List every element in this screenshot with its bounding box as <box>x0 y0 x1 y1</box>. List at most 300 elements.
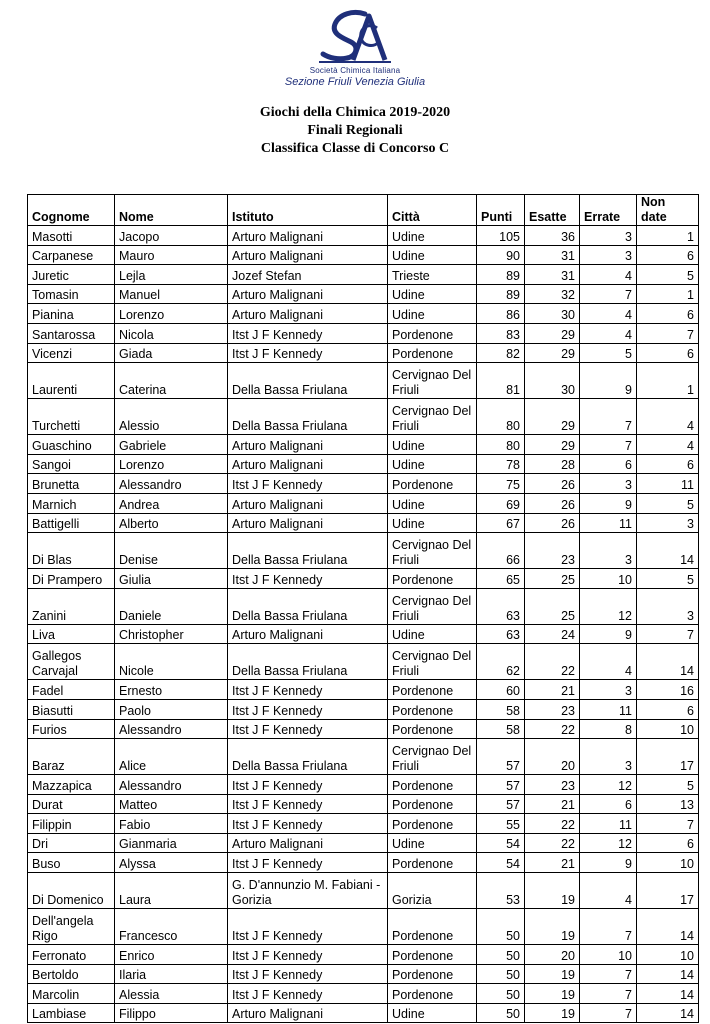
table-row <box>28 265 699 285</box>
document-titles <box>0 104 710 158</box>
cell-punti: 53 <box>477 873 525 909</box>
table-row <box>28 226 699 246</box>
cell-punti: 54 <box>477 853 525 873</box>
cell-non-date: 5 <box>637 493 699 513</box>
cell-nome: Enrico <box>115 945 228 965</box>
cell-non-date: 6 <box>637 343 699 363</box>
cell-errate: 9 <box>580 493 637 513</box>
cell-errate: 4 <box>580 873 637 909</box>
cell-esatte: 29 <box>525 435 580 455</box>
cell-cognome: Ferronato <box>28 945 115 965</box>
cell-cognome: Laurenti <box>28 363 115 399</box>
cell-cognome: Filippin <box>28 814 115 834</box>
cell-cognome: Carpanese <box>28 245 115 265</box>
cell-punti: 67 <box>477 513 525 533</box>
cell-istituto: Itst J F Kennedy <box>228 909 388 945</box>
cell-non-date: 16 <box>637 680 699 700</box>
cell-errate: 10 <box>580 945 637 965</box>
cell-istituto: Arturo Malignani <box>228 833 388 853</box>
cell-punti: 86 <box>477 304 525 324</box>
cell-errate: 6 <box>580 454 637 474</box>
cell-citta: Udine <box>388 284 477 304</box>
header-esatte: Esatte <box>525 195 580 226</box>
cell-cognome: Dri <box>28 833 115 853</box>
cell-non-date: 10 <box>637 945 699 965</box>
cell-errate: 7 <box>580 399 637 435</box>
cell-esatte: 23 <box>525 699 580 719</box>
cell-esatte: 20 <box>525 739 580 775</box>
header-citta: Città <box>388 195 477 226</box>
table-row <box>28 474 699 494</box>
cell-non-date: 10 <box>637 853 699 873</box>
cell-non-date: 6 <box>637 454 699 474</box>
header-punti: Punti <box>477 195 525 226</box>
cell-punti: 57 <box>477 775 525 795</box>
cell-esatte: 19 <box>525 909 580 945</box>
cell-cognome: Zanini <box>28 588 115 624</box>
cell-istituto: Itst J F Kennedy <box>228 853 388 873</box>
cell-errate: 9 <box>580 363 637 399</box>
cell-istituto: Arturo Malignani <box>228 435 388 455</box>
cell-punti: 90 <box>477 245 525 265</box>
cell-istituto: Arturo Malignani <box>228 226 388 246</box>
cell-cognome: Turchetti <box>28 399 115 435</box>
cell-punti: 63 <box>477 588 525 624</box>
cell-punti: 89 <box>477 284 525 304</box>
cell-nome: Gianmaria <box>115 833 228 853</box>
cell-citta: Pordenone <box>388 699 477 719</box>
table-row <box>28 399 699 435</box>
cell-errate: 8 <box>580 719 637 739</box>
cell-cognome: Biasutti <box>28 699 115 719</box>
cell-cognome: Marnich <box>28 493 115 513</box>
table-row <box>28 454 699 474</box>
cell-citta: Gorizia <box>388 873 477 909</box>
cell-nome: Alessandro <box>115 719 228 739</box>
cell-istituto: Itst J F Kennedy <box>228 945 388 965</box>
table-row <box>28 569 699 589</box>
cell-punti: 55 <box>477 814 525 834</box>
cell-punti: 57 <box>477 739 525 775</box>
cell-nome: Caterina <box>115 363 228 399</box>
title-line-3: Classifica Classe di Concorso C <box>260 141 450 156</box>
cell-nome: Alessandro <box>115 474 228 494</box>
cell-punti: 80 <box>477 399 525 435</box>
cell-citta: Pordenone <box>388 343 477 363</box>
cell-esatte: 30 <box>525 363 580 399</box>
cell-istituto: Arturo Malignani <box>228 513 388 533</box>
cell-citta: Cervignao Del Friuli <box>388 588 477 624</box>
cell-cognome: Mazzapica <box>28 775 115 795</box>
logo-org-name: Società Chimica Italiana <box>309 66 401 75</box>
cell-citta: Trieste <box>388 265 477 285</box>
cell-citta: Udine <box>388 435 477 455</box>
cell-citta: Udine <box>388 1003 477 1023</box>
cell-istituto: Itst J F Kennedy <box>228 794 388 814</box>
cell-citta: Udine <box>388 245 477 265</box>
cell-citta: Pordenone <box>388 909 477 945</box>
cell-non-date: 5 <box>637 265 699 285</box>
cell-istituto: Itst J F Kennedy <box>228 964 388 984</box>
cell-istituto: Arturo Malignani <box>228 624 388 644</box>
cell-esatte: 21 <box>525 794 580 814</box>
cell-istituto: Della Bassa Friulana <box>228 644 388 680</box>
cell-punti: 83 <box>477 323 525 343</box>
cell-non-date: 7 <box>637 323 699 343</box>
cell-istituto: Itst J F Kennedy <box>228 814 388 834</box>
cell-errate: 6 <box>580 794 637 814</box>
cell-citta: Pordenone <box>388 853 477 873</box>
cell-citta: Udine <box>388 493 477 513</box>
cell-punti: 58 <box>477 699 525 719</box>
cell-non-date: 17 <box>637 739 699 775</box>
table-row <box>28 323 699 343</box>
cell-non-date: 14 <box>637 533 699 569</box>
cell-cognome: Buso <box>28 853 115 873</box>
cell-errate: 11 <box>580 814 637 834</box>
cell-cognome: Marcolin <box>28 984 115 1004</box>
cell-errate: 7 <box>580 1003 637 1023</box>
cell-errate: 3 <box>580 739 637 775</box>
cell-nome: Fabio <box>115 814 228 834</box>
cell-errate: 3 <box>580 533 637 569</box>
cell-esatte: 21 <box>525 680 580 700</box>
cell-istituto: Della Bassa Friulana <box>228 399 388 435</box>
header-cognome: Cognome <box>28 195 115 226</box>
cell-citta: Udine <box>388 624 477 644</box>
cell-istituto: Arturo Malignani <box>228 245 388 265</box>
title-line-1: Giochi della Chimica 2019-2020 <box>259 105 451 120</box>
cell-punti: 62 <box>477 644 525 680</box>
cell-nome: Filippo <box>115 1003 228 1023</box>
header-nome: Nome <box>115 195 228 226</box>
cell-cognome: Santarossa <box>28 323 115 343</box>
cell-cognome: Dell'angela Rigo <box>28 909 115 945</box>
cell-esatte: 22 <box>525 644 580 680</box>
cell-non-date: 3 <box>637 588 699 624</box>
table-row <box>28 435 699 455</box>
cell-errate: 3 <box>580 245 637 265</box>
cell-punti: 50 <box>477 1003 525 1023</box>
cell-citta: Cervignao Del Friuli <box>388 739 477 775</box>
cell-cognome: Battigelli <box>28 513 115 533</box>
cell-esatte: 29 <box>525 399 580 435</box>
cell-cognome: Baraz <box>28 739 115 775</box>
cell-non-date: 5 <box>637 569 699 589</box>
cell-istituto: Itst J F Kennedy <box>228 474 388 494</box>
sci-logo <box>270 8 440 92</box>
cell-errate: 11 <box>580 699 637 719</box>
cell-cognome: Masotti <box>28 226 115 246</box>
cell-esatte: 25 <box>525 569 580 589</box>
cell-citta: Pordenone <box>388 680 477 700</box>
cell-nome: Alberto <box>115 513 228 533</box>
cell-non-date: 4 <box>637 399 699 435</box>
cell-citta: Udine <box>388 304 477 324</box>
cell-istituto: Itst J F Kennedy <box>228 719 388 739</box>
cell-citta: Pordenone <box>388 984 477 1004</box>
cell-cognome: Brunetta <box>28 474 115 494</box>
cell-istituto: Itst J F Kennedy <box>228 680 388 700</box>
cell-esatte: 19 <box>525 873 580 909</box>
cell-non-date: 10 <box>637 719 699 739</box>
cell-istituto: Della Bassa Friulana <box>228 739 388 775</box>
cell-non-date: 6 <box>637 304 699 324</box>
table-row <box>28 945 699 965</box>
cell-cognome: Durat <box>28 794 115 814</box>
cell-errate: 10 <box>580 569 637 589</box>
cell-nome: Alessio <box>115 399 228 435</box>
header-errate: Errate <box>580 195 637 226</box>
cell-punti: 60 <box>477 680 525 700</box>
cell-errate: 3 <box>580 680 637 700</box>
cell-nome: Alyssa <box>115 853 228 873</box>
cell-punti: 82 <box>477 343 525 363</box>
cell-citta: Pordenone <box>388 945 477 965</box>
cell-citta: Udine <box>388 454 477 474</box>
cell-citta: Pordenone <box>388 794 477 814</box>
cell-errate: 4 <box>580 265 637 285</box>
cell-nome: Gabriele <box>115 435 228 455</box>
cell-punti: 50 <box>477 945 525 965</box>
cell-cognome: Sangoi <box>28 454 115 474</box>
table-row <box>28 644 699 680</box>
cell-citta: Udine <box>388 226 477 246</box>
cell-errate: 4 <box>580 644 637 680</box>
cell-punti: 50 <box>477 964 525 984</box>
table-row <box>28 814 699 834</box>
cell-punti: 89 <box>477 265 525 285</box>
cell-nome: Jacopo <box>115 226 228 246</box>
table-row <box>28 794 699 814</box>
cell-punti: 57 <box>477 794 525 814</box>
cell-nome: Christopher <box>115 624 228 644</box>
table-row <box>28 964 699 984</box>
cell-citta: Pordenone <box>388 964 477 984</box>
cell-non-date: 6 <box>637 699 699 719</box>
cell-cognome: Tomasin <box>28 284 115 304</box>
cell-citta: Udine <box>388 833 477 853</box>
cell-esatte: 22 <box>525 833 580 853</box>
cell-istituto: Itst J F Kennedy <box>228 569 388 589</box>
table-row <box>28 680 699 700</box>
cell-non-date: 14 <box>637 964 699 984</box>
cell-citta: Udine <box>388 513 477 533</box>
table-row <box>28 909 699 945</box>
cell-non-date: 1 <box>637 363 699 399</box>
cell-punti: 50 <box>477 909 525 945</box>
cell-cognome: Pianina <box>28 304 115 324</box>
cell-citta: Cervignao Del Friuli <box>388 363 477 399</box>
cell-esatte: 36 <box>525 226 580 246</box>
title-line-2: Finali Regionali <box>307 123 403 138</box>
cell-esatte: 28 <box>525 454 580 474</box>
cell-punti: 65 <box>477 569 525 589</box>
cell-non-date: 7 <box>637 814 699 834</box>
cell-errate: 9 <box>580 624 637 644</box>
table-row <box>28 873 699 909</box>
cell-citta: Pordenone <box>388 719 477 739</box>
cell-errate: 9 <box>580 853 637 873</box>
cell-nome: Lorenzo <box>115 454 228 474</box>
cell-esatte: 21 <box>525 853 580 873</box>
table-row <box>28 304 699 324</box>
table-row <box>28 853 699 873</box>
cell-nome: Lorenzo <box>115 304 228 324</box>
cell-cognome: Lambiase <box>28 1003 115 1023</box>
table-row <box>28 533 699 569</box>
table-row <box>28 624 699 644</box>
cell-istituto: G. D'annunzio M. Fabiani - Gorizia <box>228 873 388 909</box>
cell-non-date: 14 <box>637 984 699 1004</box>
cell-citta: Pordenone <box>388 569 477 589</box>
table-row <box>28 699 699 719</box>
cell-errate: 4 <box>580 323 637 343</box>
cell-citta: Pordenone <box>388 323 477 343</box>
table-header-row <box>28 195 699 226</box>
cell-non-date: 1 <box>637 226 699 246</box>
cell-esatte: 31 <box>525 265 580 285</box>
cell-errate: 12 <box>580 775 637 795</box>
cell-nome: Ilaria <box>115 964 228 984</box>
table-body <box>28 226 699 1023</box>
cell-citta: Cervignao Del Friuli <box>388 644 477 680</box>
cell-non-date: 14 <box>637 644 699 680</box>
cell-nome: Lejla <box>115 265 228 285</box>
cell-errate: 3 <box>580 226 637 246</box>
cell-cognome: Juretic <box>28 265 115 285</box>
cell-cognome: Liva <box>28 624 115 644</box>
table-row <box>28 588 699 624</box>
cell-citta: Pordenone <box>388 775 477 795</box>
cell-cognome: Guaschino <box>28 435 115 455</box>
cell-non-date: 1 <box>637 284 699 304</box>
cell-istituto: Della Bassa Friulana <box>228 533 388 569</box>
header-istituto: Istituto <box>228 195 388 226</box>
cell-errate: 4 <box>580 304 637 324</box>
cell-non-date: 6 <box>637 245 699 265</box>
cell-non-date: 14 <box>637 909 699 945</box>
cell-nome: Francesco <box>115 909 228 945</box>
cell-cognome: Fadel <box>28 680 115 700</box>
cell-punti: 105 <box>477 226 525 246</box>
cell-esatte: 30 <box>525 304 580 324</box>
cell-citta: Pordenone <box>388 814 477 834</box>
cell-punti: 75 <box>477 474 525 494</box>
cell-cognome: Di Prampero <box>28 569 115 589</box>
cell-istituto: Arturo Malignani <box>228 304 388 324</box>
table-row <box>28 739 699 775</box>
table-row <box>28 775 699 795</box>
cell-nome: Andrea <box>115 493 228 513</box>
cell-esatte: 19 <box>525 964 580 984</box>
table-row <box>28 513 699 533</box>
cell-non-date: 13 <box>637 794 699 814</box>
cell-cognome: Furios <box>28 719 115 739</box>
cell-errate: 7 <box>580 284 637 304</box>
cell-punti: 80 <box>477 435 525 455</box>
cell-cognome: Di Domenico <box>28 873 115 909</box>
cell-errate: 7 <box>580 435 637 455</box>
cell-istituto: Arturo Malignani <box>228 284 388 304</box>
header-non-date: Non date <box>637 195 699 226</box>
cell-errate: 12 <box>580 588 637 624</box>
cell-errate: 5 <box>580 343 637 363</box>
cell-istituto: Itst J F Kennedy <box>228 323 388 343</box>
table-row <box>28 343 699 363</box>
cell-errate: 7 <box>580 984 637 1004</box>
cell-esatte: 29 <box>525 323 580 343</box>
cell-esatte: 24 <box>525 624 580 644</box>
cell-errate: 7 <box>580 909 637 945</box>
cell-nome: Matteo <box>115 794 228 814</box>
cell-non-date: 17 <box>637 873 699 909</box>
cell-errate: 11 <box>580 513 637 533</box>
table-row <box>28 719 699 739</box>
cell-nome: Nicole <box>115 644 228 680</box>
cell-nome: Manuel <box>115 284 228 304</box>
ranking-table <box>27 194 699 1023</box>
cell-nome: Mauro <box>115 245 228 265</box>
cell-non-date: 7 <box>637 624 699 644</box>
cell-errate: 12 <box>580 833 637 853</box>
cell-punti: 58 <box>477 719 525 739</box>
cell-citta: Pordenone <box>388 474 477 494</box>
cell-istituto: Jozef Stefan <box>228 265 388 285</box>
cell-nome: Laura <box>115 873 228 909</box>
cell-punti: 63 <box>477 624 525 644</box>
cell-esatte: 19 <box>525 1003 580 1023</box>
table-row <box>28 833 699 853</box>
cell-esatte: 23 <box>525 775 580 795</box>
cell-esatte: 22 <box>525 719 580 739</box>
cell-esatte: 20 <box>525 945 580 965</box>
cell-nome: Alessandro <box>115 775 228 795</box>
cell-non-date: 4 <box>637 435 699 455</box>
cell-istituto: Itst J F Kennedy <box>228 699 388 719</box>
cell-esatte: 26 <box>525 474 580 494</box>
cell-errate: 7 <box>580 964 637 984</box>
cell-istituto: Della Bassa Friulana <box>228 363 388 399</box>
cell-esatte: 26 <box>525 493 580 513</box>
cell-non-date: 11 <box>637 474 699 494</box>
table-row <box>28 984 699 1004</box>
cell-esatte: 19 <box>525 984 580 1004</box>
cell-non-date: 14 <box>637 1003 699 1023</box>
logo-section-name: Sezione Friuli Venezia Giulia <box>284 76 426 88</box>
cell-nome: Giada <box>115 343 228 363</box>
cell-nome: Daniele <box>115 588 228 624</box>
table-row <box>28 363 699 399</box>
cell-istituto: Itst J F Kennedy <box>228 775 388 795</box>
cell-esatte: 25 <box>525 588 580 624</box>
cell-nome: Alessia <box>115 984 228 1004</box>
cell-nome: Denise <box>115 533 228 569</box>
cell-esatte: 31 <box>525 245 580 265</box>
cell-istituto: Arturo Malignani <box>228 1003 388 1023</box>
cell-nome: Giulia <box>115 569 228 589</box>
cell-punti: 66 <box>477 533 525 569</box>
cell-cognome: Bertoldo <box>28 964 115 984</box>
cell-nome: Paolo <box>115 699 228 719</box>
cell-non-date: 3 <box>637 513 699 533</box>
cell-cognome: Vicenzi <box>28 343 115 363</box>
cell-punti: 50 <box>477 984 525 1004</box>
cell-istituto: Arturo Malignani <box>228 454 388 474</box>
cell-citta: Cervignao Del Friuli <box>388 399 477 435</box>
cell-istituto: Itst J F Kennedy <box>228 984 388 1004</box>
cell-punti: 78 <box>477 454 525 474</box>
